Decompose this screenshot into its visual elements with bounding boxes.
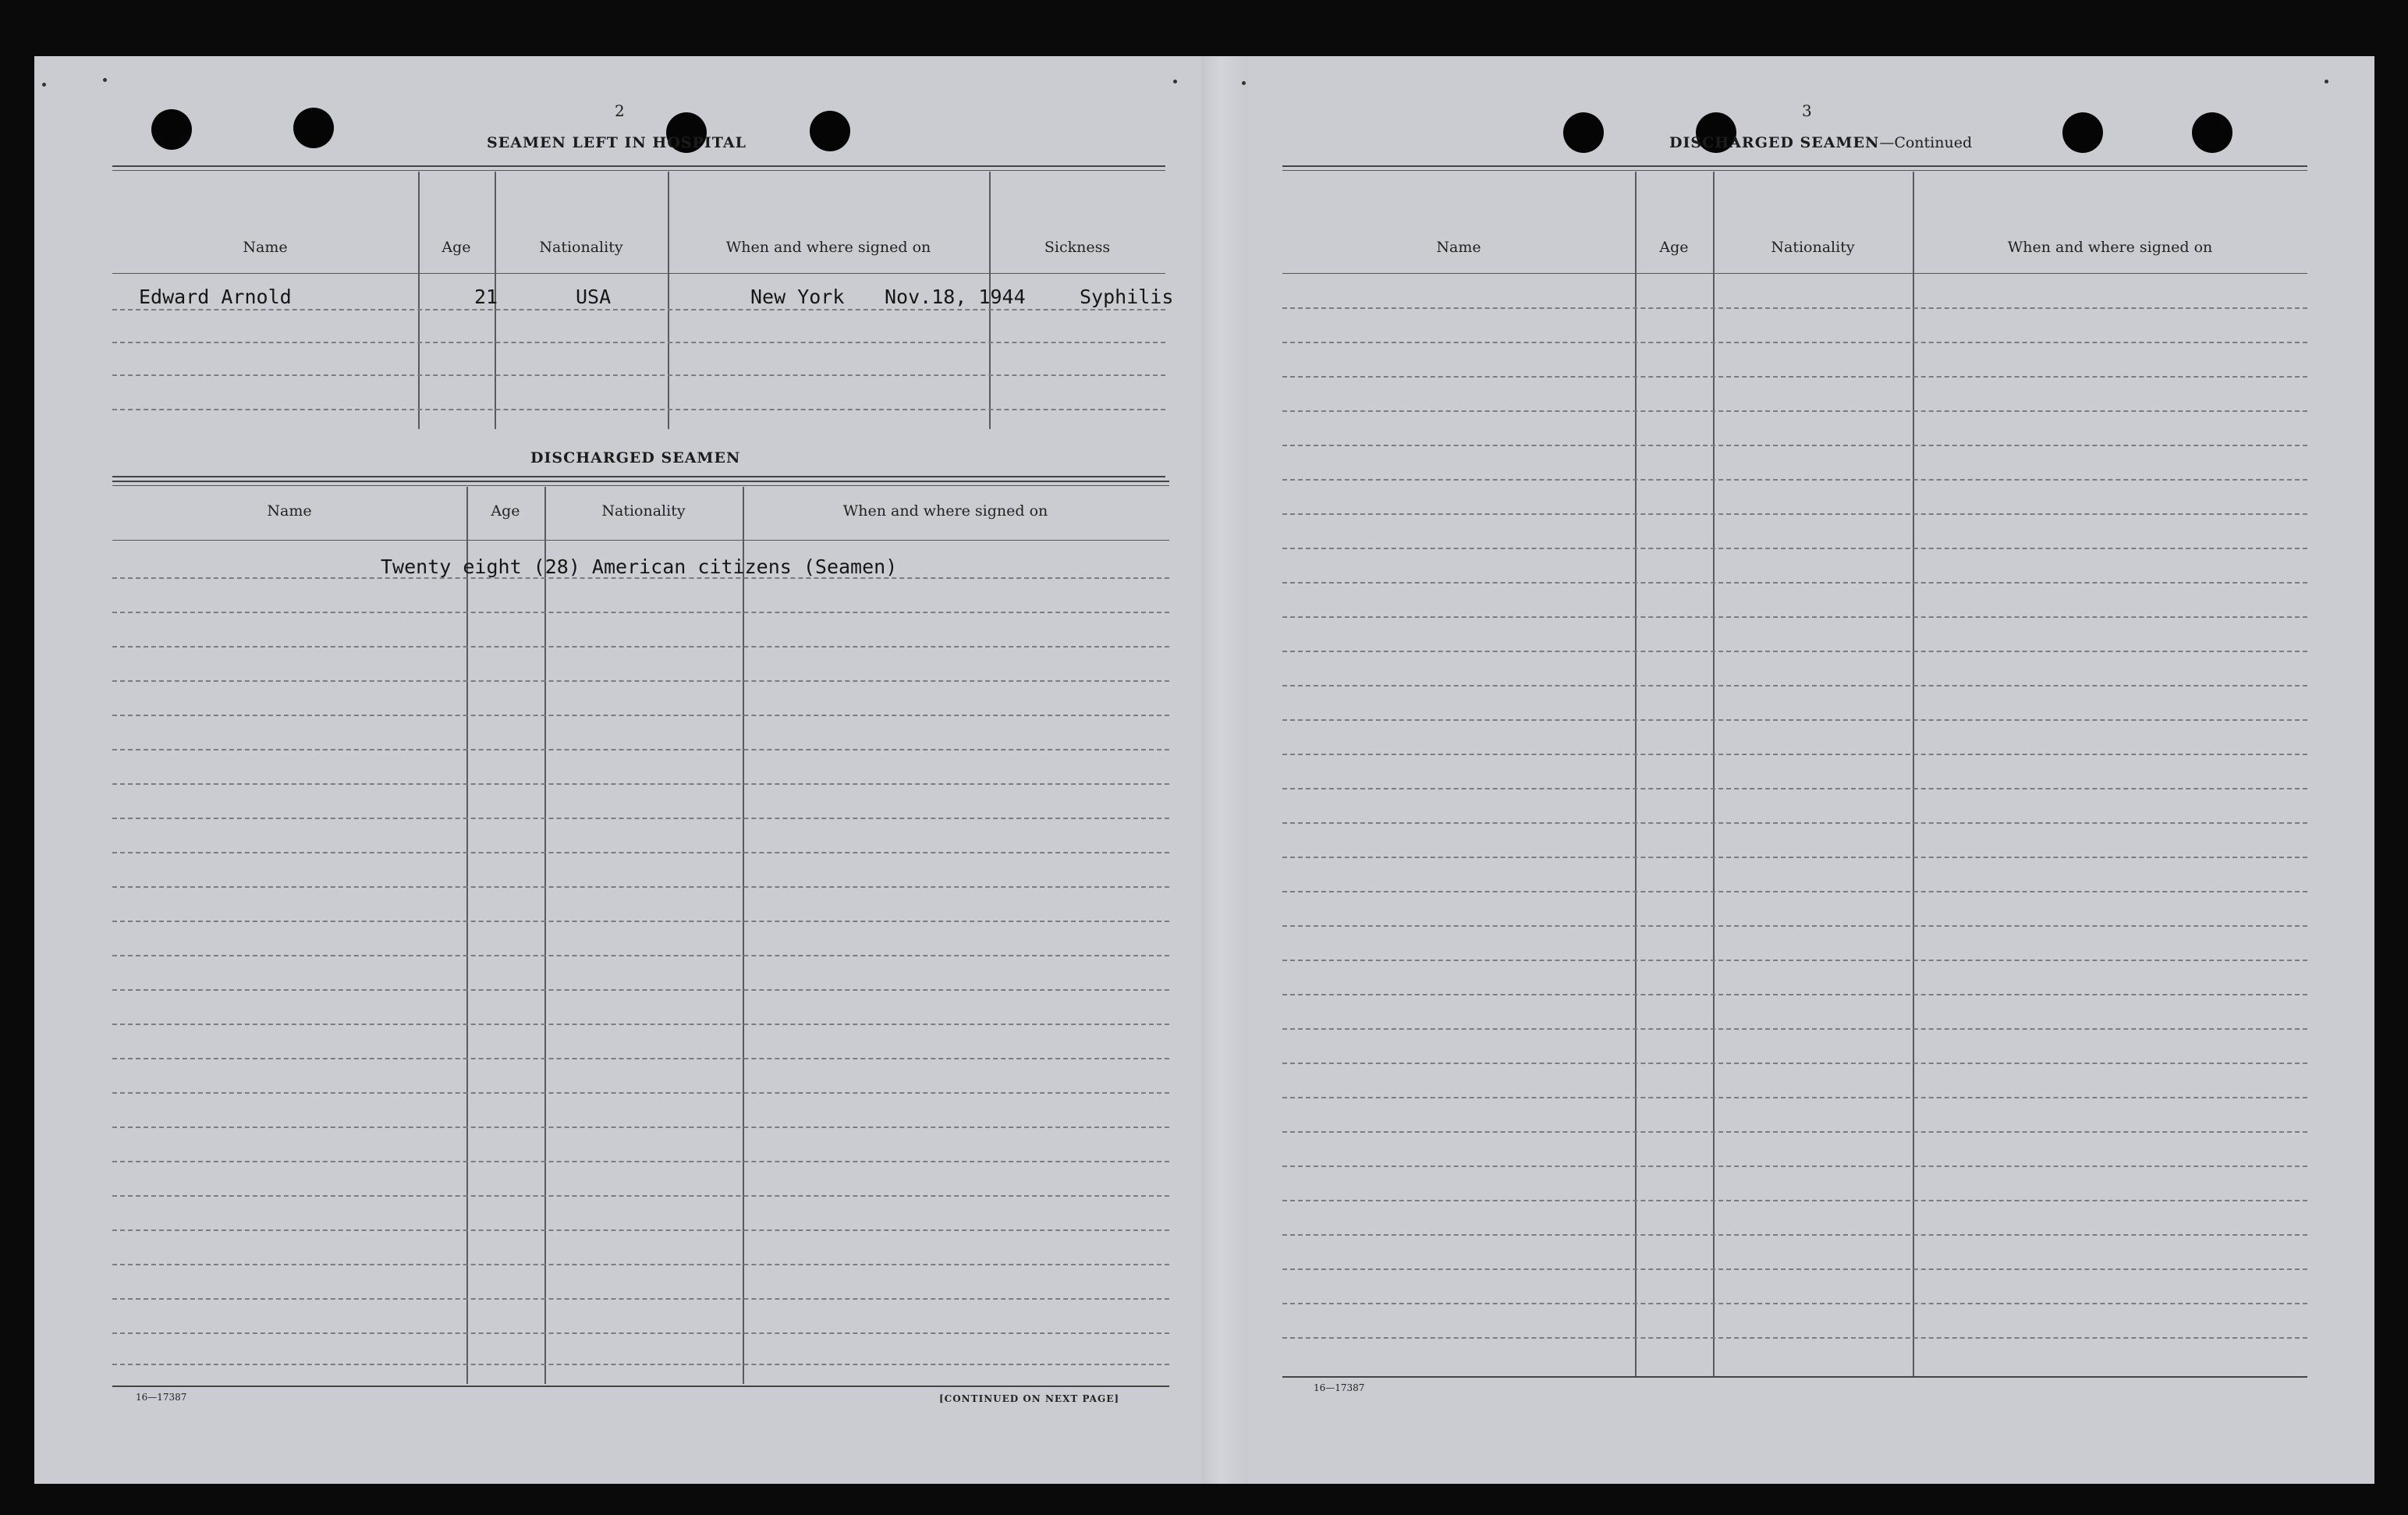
top-rule (112, 170, 1165, 171)
top-rule (112, 485, 1169, 486)
top-rule (1282, 170, 2307, 171)
row-line (1282, 1166, 2307, 1167)
row-line (1282, 410, 2307, 412)
row-line (1282, 754, 2307, 755)
discharged-section-title: DISCHARGED SEAMEN (530, 449, 741, 467)
column-divider (1635, 172, 1637, 1378)
row-line (1282, 342, 2307, 343)
row-line (1282, 857, 2307, 858)
discharged-continued-title (1669, 134, 1972, 151)
row-line (112, 886, 1169, 888)
bottom-rule (1282, 1376, 2307, 1378)
scan-speck (1173, 80, 1177, 83)
row-line (112, 646, 1169, 648)
bottom-rule (112, 1385, 1169, 1387)
row-line (1282, 1303, 2307, 1304)
row-line (112, 1229, 1169, 1231)
title-continued: —Continued (1879, 134, 1973, 151)
hospital-place-cell: New York (750, 286, 845, 308)
row-line (112, 715, 1169, 716)
row-line (1282, 1028, 2307, 1030)
header-rule (1282, 273, 2307, 274)
page-number: 3 (1802, 101, 1812, 120)
row-line (1282, 685, 2307, 687)
column-header-signed-on: When and where signed on (725, 239, 931, 256)
page-fold (1201, 56, 1248, 1484)
column-header-name: Name (1436, 239, 1481, 256)
row-line (1282, 1131, 2307, 1133)
row-line (1282, 891, 2307, 892)
row-line (112, 749, 1169, 750)
column-divider (466, 487, 468, 1384)
row-line (112, 409, 1165, 410)
column-divider (743, 487, 744, 1384)
row-line (1282, 616, 2307, 618)
row-line (1282, 479, 2307, 481)
discharged-continued-table (1282, 162, 2307, 1395)
page-number: 2 (615, 101, 625, 120)
hospital-section-title: SEAMEN LEFT IN HOSPITAL (487, 134, 747, 151)
row-line (112, 818, 1169, 819)
column-header-age: Age (491, 502, 520, 520)
scanned-document (34, 56, 2374, 1484)
row-line (1282, 651, 2307, 652)
column-header-age: Age (442, 239, 471, 256)
column-header-name: Name (243, 239, 288, 256)
top-rule (112, 481, 1169, 482)
row-line (1282, 513, 2307, 515)
hospital-name-cell: Edward Arnold (139, 286, 292, 308)
row-line (1282, 994, 2307, 995)
header-rule (112, 540, 1169, 541)
row-line (112, 680, 1169, 682)
row-line (1282, 1097, 2307, 1098)
row-line (112, 955, 1169, 956)
row-line (112, 1364, 1169, 1365)
continued-note: [CONTINUED ON NEXT PAGE] (939, 1393, 1120, 1404)
left-page (34, 56, 1204, 1484)
column-header-name: Name (267, 502, 312, 520)
scan-speck (1242, 81, 1246, 85)
row-line (112, 1058, 1169, 1059)
row-line (1282, 1268, 2307, 1270)
column-header-sickness: Sickness (1044, 239, 1111, 256)
scan-speck (2325, 80, 2328, 83)
header-rule (112, 273, 1165, 274)
row-line (1282, 307, 2307, 309)
row-line (1282, 1063, 2307, 1064)
row-line (1282, 548, 2307, 549)
column-header-signed-on: When and where signed on (842, 502, 1048, 520)
column-divider (544, 487, 546, 1384)
row-line (1282, 1337, 2307, 1339)
row-line (112, 612, 1169, 613)
row-line (112, 1126, 1169, 1128)
row-line (112, 1161, 1169, 1162)
hospital-table (112, 162, 1174, 482)
row-line (1282, 1234, 2307, 1236)
row-line (1282, 582, 2307, 584)
scan-speck (42, 83, 46, 87)
column-divider (1913, 172, 1914, 1378)
row-line (1282, 788, 2307, 789)
top-rule (112, 165, 1165, 167)
hospital-date-cell: Nov.18, 1944 (885, 286, 1026, 308)
row-line (112, 1264, 1169, 1265)
form-number: 16—17387 (1314, 1382, 1365, 1393)
column-header-age: Age (1659, 239, 1689, 256)
row-line (1282, 960, 2307, 961)
hospital-sickness-cell: Syphilis (1080, 286, 1174, 308)
column-header-signed-on: When and where signed on (2007, 239, 2213, 256)
row-line (1282, 822, 2307, 824)
row-line (112, 1024, 1169, 1025)
column-divider (668, 172, 669, 429)
row-line (112, 1092, 1169, 1094)
hospital-age-cell: 21 (474, 286, 498, 308)
row-line (1282, 925, 2307, 927)
column-divider (1713, 172, 1715, 1378)
hospital-nationality-cell: USA (576, 286, 612, 308)
row-line (112, 989, 1169, 991)
form-number: 16—17387 (136, 1392, 187, 1403)
row-line (112, 309, 1165, 310)
row-line (1282, 1200, 2307, 1201)
discharged-table (112, 474, 1169, 1403)
row-line (112, 577, 1169, 579)
column-header-nationality: Nationality (601, 502, 686, 520)
row-line (112, 1298, 1169, 1300)
title-main: DISCHARGED SEAMEN (1669, 134, 1880, 151)
row-line (1282, 445, 2307, 446)
row-line (112, 852, 1169, 853)
row-line (112, 374, 1165, 376)
column-header-nationality: Nationality (539, 239, 623, 256)
discharged-entry-text: Twenty eight (28) American citizens (Seamen) (381, 555, 898, 578)
row-line (1282, 719, 2307, 721)
scan-speck (103, 78, 107, 82)
top-rule (1282, 165, 2307, 167)
row-line (112, 1195, 1169, 1197)
row-line (112, 342, 1165, 343)
right-page (1248, 56, 2374, 1484)
column-divider (418, 172, 420, 429)
row-line (112, 783, 1169, 785)
row-line (112, 921, 1169, 922)
column-header-nationality: Nationality (1771, 239, 1855, 256)
row-line (1282, 376, 2307, 378)
row-line (112, 1332, 1169, 1334)
